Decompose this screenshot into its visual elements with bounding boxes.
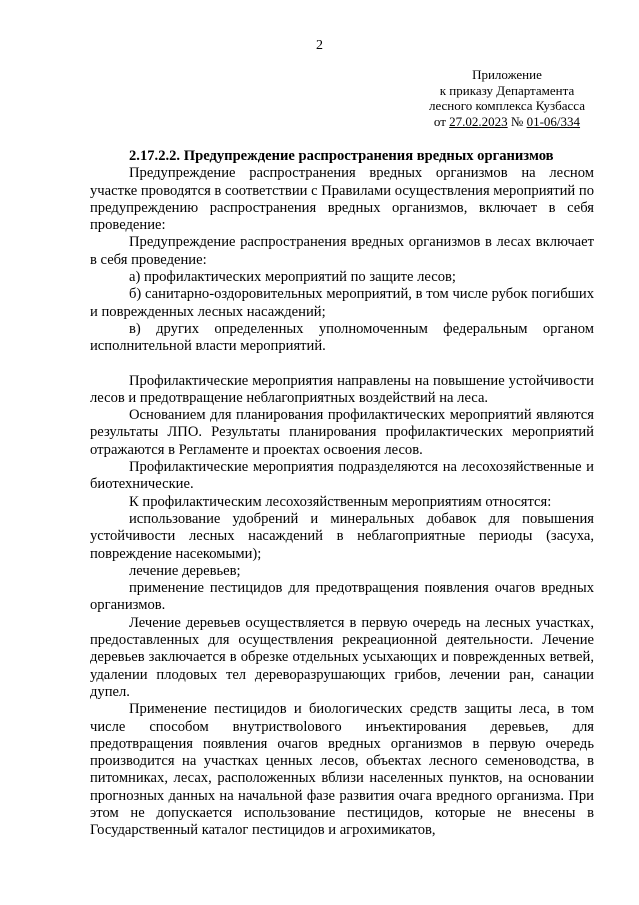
appendix-number-prefix: № [507,113,527,129]
paragraph: Профилактические мероприятия направлены на повышение устойчивости лесов и предотвращение неблагоприятных воздействий на леса. [90,372,594,406]
paragraph: Лечение деревьев осуществляется в первую очередь на лесных участках, предоставленных для осуществления рекреационной деятельности. Лечение деревьев заключается в обрезке отдельных усыхающих и поврежденных ветвей, удалении плодовых тел дереворазрушающих грибов, лечении ран, санации дупел. [90,614,594,700]
page-number: 2 [316,38,323,53]
appendix-date: 27.02.2023 [449,113,508,129]
paragraph: Профилактические мероприятия подразделяются на лесохозяйственные и биотехнические. [90,459,594,493]
list-item: б) санитарно-оздоровительных мероприятий, в том числе рубок погибших и поврежденных лесных насаждений; [90,286,594,320]
list-item: применение пестицидов для предотвращения появления очагов вредных организмов. [90,580,594,614]
appendix-department: лесного комплекса Кузбасса [428,98,585,113]
section-heading: 2.17.2.2. Предупреждение распространения вредных организмов [129,148,554,164]
paragraph: К профилактическим лесохозяйственным мероприятиям относятся: [129,493,552,510]
list-item: использование удобрений и минеральных добавок для повышения устойчивости лесных насаждений в неблагоприятные периоды (засуха, повреждение насекомыми); [90,510,594,562]
paragraph: Основанием для планирования профилактических мероприятий являются результаты ЛПО. Результаты планирования профилактических мероприятий отражаются в Регламенте и проектах освоения лесов. [90,407,594,458]
appendix-date-line [429,114,585,130]
appendix-date-prefix: от [433,113,450,129]
document-body [90,148,594,840]
paragraph: Применение пестицидов и биологических средств защиты леса, в том числе способом внутриствolового инъектирования деревьев, для предотвращения появления очагов вредных организмов в первую очередь производится на участках ценных лесов, объектах лесного семеноводства, в питомниках, лесах, расположенных вблизи населенных пунктов, на основании прогнозных данных на начальной фазе развития очага вредного организма. При этом не допускается использование пестицидов, которые не внесены в Государственный каталог пестицидов и агрохимикатов, [90,701,594,839]
list-item: в) других определенных уполномоченным федеральным органом исполнительной власти мероприятий. [90,320,594,355]
paragraph: Предупреждение распространения вредных организмов в лесах включает в себя проведение: [90,234,594,268]
appendix-title: Приложение [472,67,542,82]
list-item: а) профилактических мероприятий по защите лесов; [129,269,456,286]
appendix-order-ref: к приказу Департамента [439,82,575,98]
list-item: лечение деревьев; [129,562,241,579]
paragraph: Предупреждение распространения вредных организмов на лесном участке проводятся в соответствии с Правилами осуществления мероприятий по предупреждению распространения вредных организмов, включает в себя проведение: [90,165,594,234]
appendix-block [429,67,585,129]
appendix-number: 01-06/334 [526,113,581,129]
